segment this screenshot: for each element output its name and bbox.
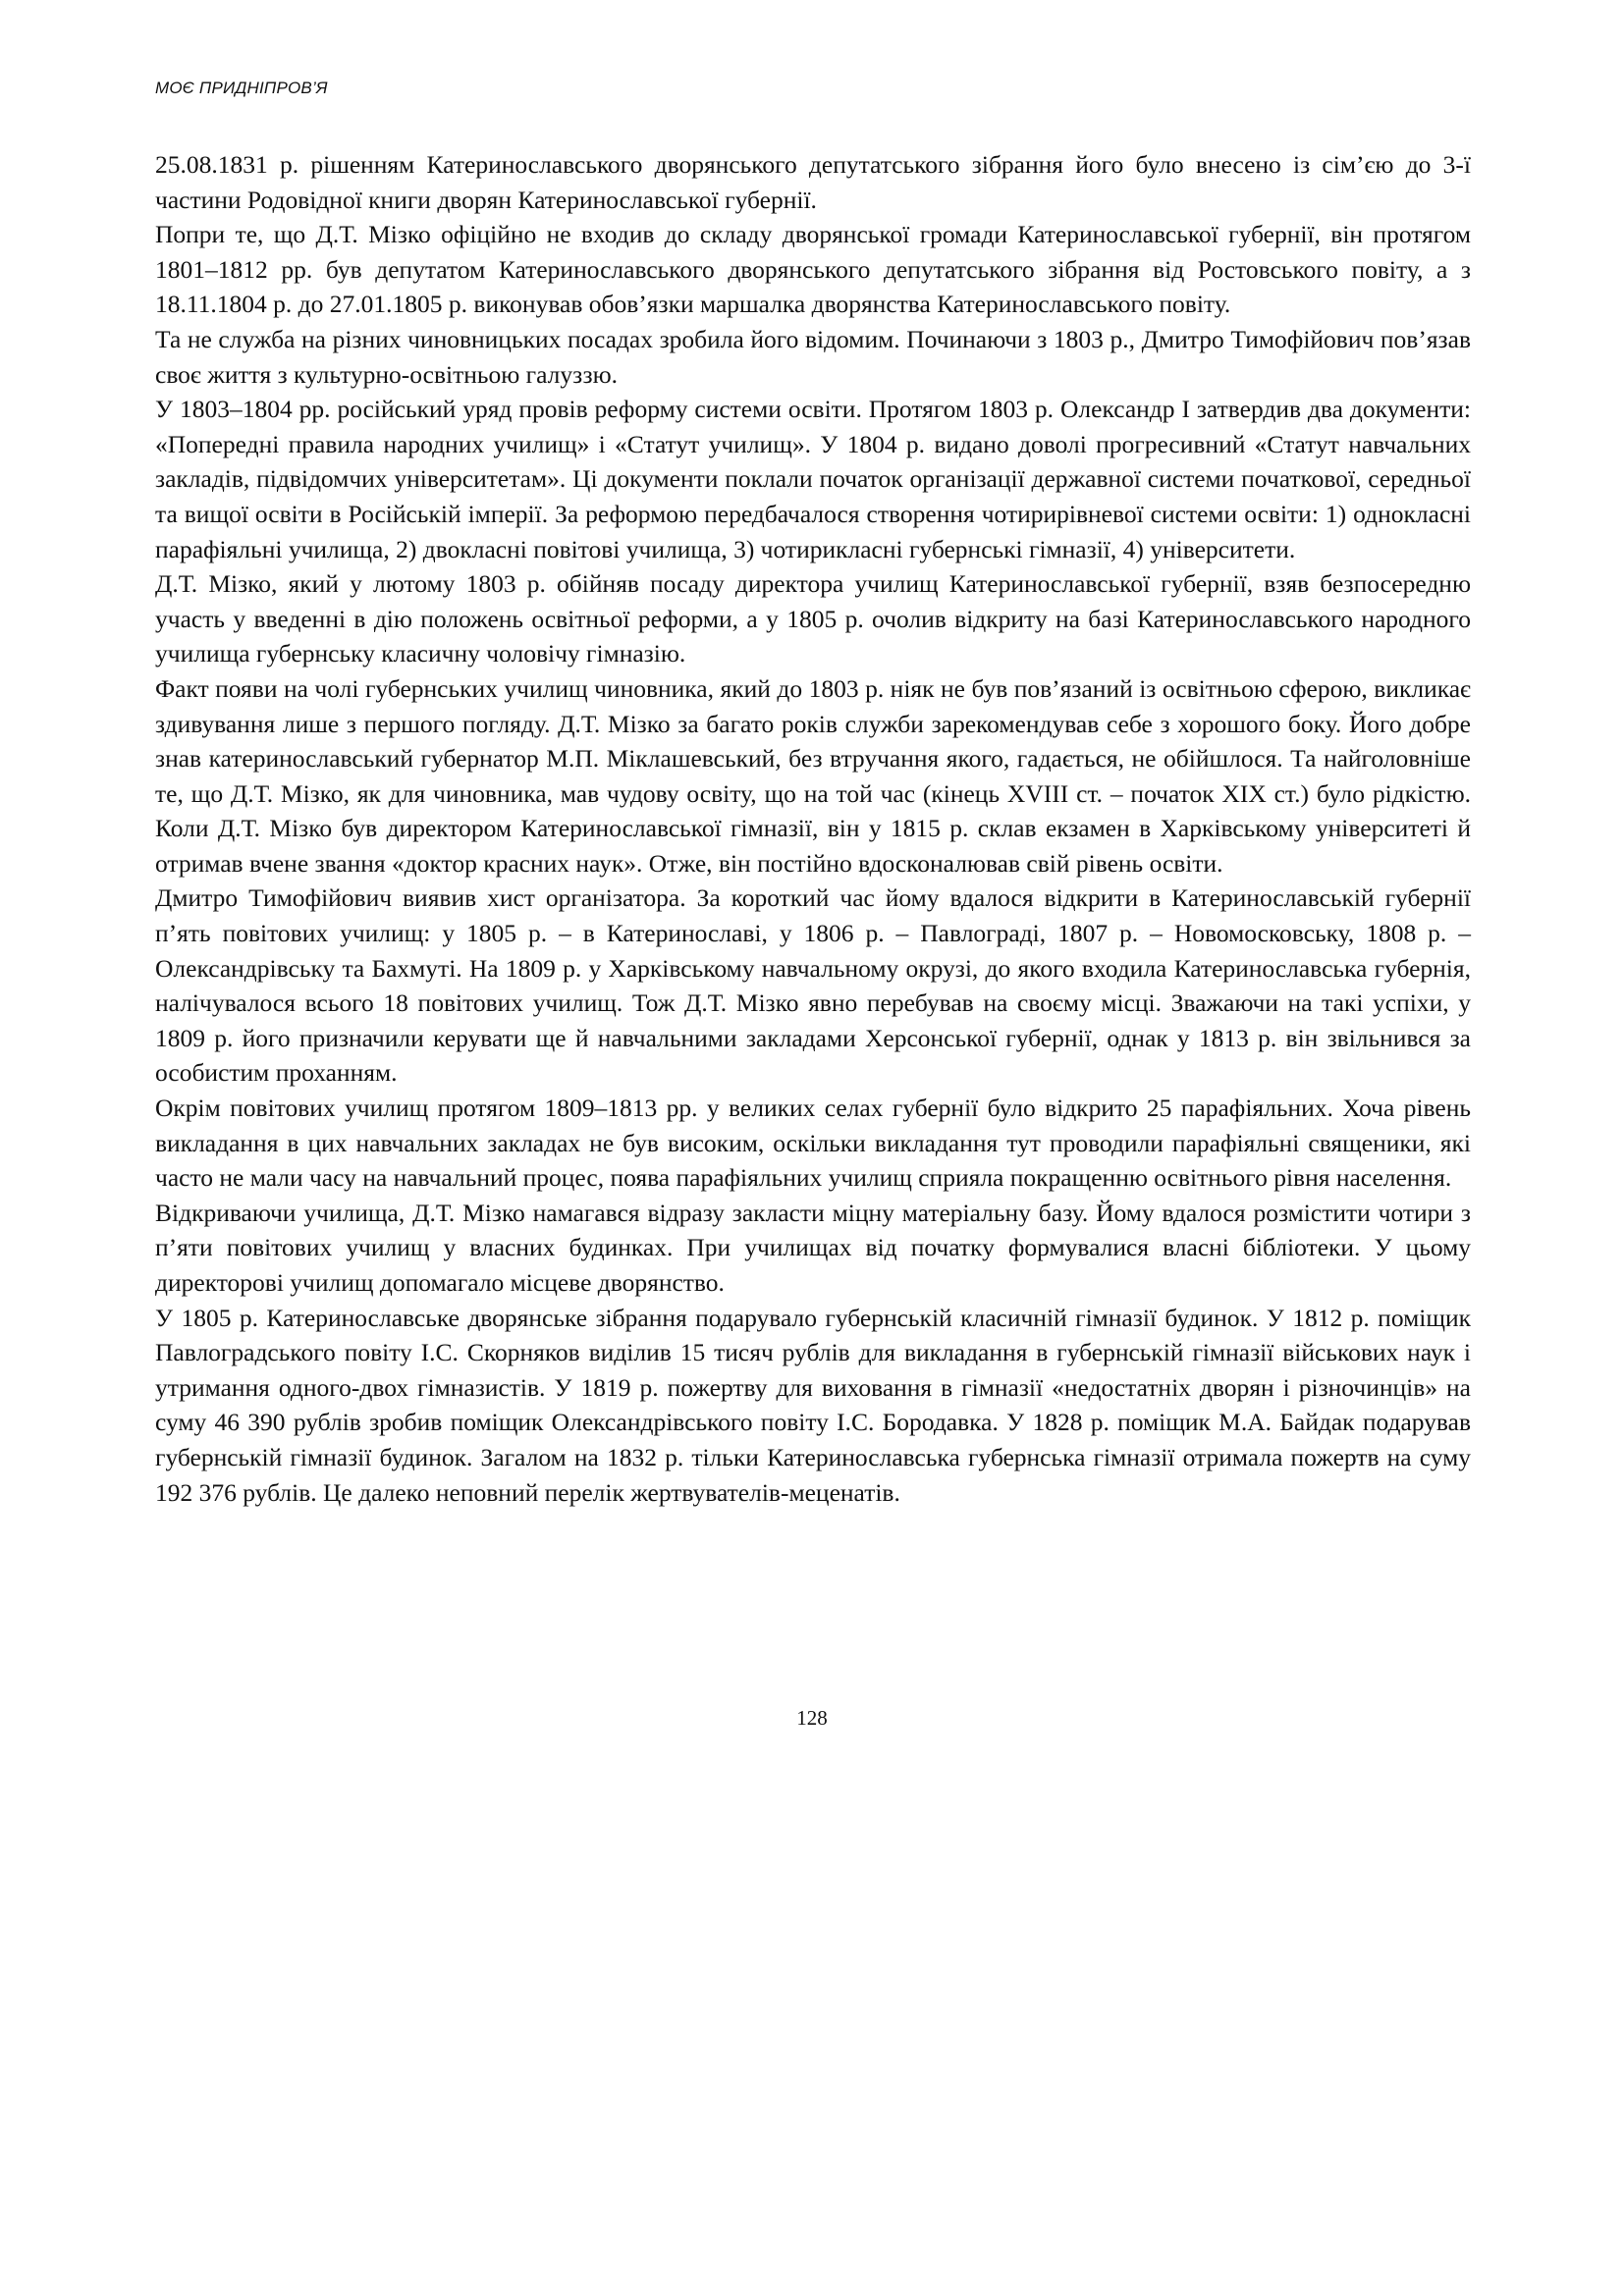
running-header: МОЄ ПРИДНІПРОВ’Я — [155, 79, 328, 97]
page-number: 128 — [796, 1706, 828, 1730]
paragraph: У 1803–1804 рр. російський уряд провів реформу системи освіти. Протягом 1803 р. Олександр I затвердив два документи: «Попередні правила народних училищ» і «Статут училищ». У 1804 р. видано доволі прогресивний «Статут навчальних закладів, підвідомчих університетам». Ці документи поклали початок організації державної системи початкової, середньої та вищої освіти в Російській імперії. За реформою передбачалося створення чотирирівневої системи освіти: 1) однокласні парафіяльні училища, 2) двокласні повітові училища, 3) чотирикласні губернські гімназії, 4) університети. — [155, 395, 1471, 563]
paragraph: Факт появи на чолі губернських училищ чиновника, який до 1803 р. ніяк не був пов’язаний із освітньою сферою, викликає здивування лише з першого погляду. Д.Т. Мізко за багато років служби зарекомендував себе з хорошого боку. Його добре знав катеринославський губернатор М.П. Міклашевський, без втручання якого, гадається, не обійшлося. Та найголовніше те, що Д.Т. Мізко, як для чиновника, мав чудову освіту, що на той час (кінець XVIII ст. – початок XIX ст.) було рідкістю. Коли Д.Т. Мізко був директором Катеринославської гімназії, він у 1815 р. склав екзамен в Харківському університеті й отримав вчене звання «доктор красних наук». Отже, він постійно вдосконалював свій рівень освіти. — [155, 673, 1471, 878]
paragraph: Д.Т. Мізко, який у лютому 1803 р. обійняв посаду директора училищ Катеринославської губернії, взяв безпосередню участь у введенні в дію положень освітньої реформи, а у 1805 р. очолив відкриту на базі Катеринославського народного училища губернську класичну чоловічу гімназію. — [155, 569, 1471, 668]
paragraph: 25.08.1831 р. рішенням Катеринославського дворянського депутатського зібрання його було внесено із сім’єю до 3-ї частини Родовідної книги дворян Катеринославської губернії. — [155, 150, 1471, 214]
paragraph: Окрім повітових училищ протягом 1809–1813 рр. у великих селах губернії було відкрито 25 парафіяльних. Хоча рівень викладання в цих навчальних закладах не був високим, оскільки викладання тут проводили парафіяльні священики, які часто не мали часу на навчальний процес, поява парафіяльних училищ сприяла покращенню освітнього рівня населення. — [155, 1094, 1471, 1193]
paragraph: У 1805 р. Катеринославське дворянське зібрання подарувало губернській класичній гімназії будинок. У 1812 р. поміщик Павлоградського повіту І.С. Скорняков виділив 15 тисяч рублів для викладання в губернській гімназії військових наук і утримання одного-двох гімназистів. У 1819 р. пожертву для виховання в гімназії «недостатніх дворян і різночинців» на суму 46 390 рублів зробив поміщик Олександрівського повіту І.С. Бородавка. У 1828 р. поміщик М.А. Байдак подарував губернській гімназії будинок. Загалом на 1832 р. тільки Катеринославська губернська гімназії отримала пожертв на суму 192 376 рублів. Це далеко неповний перелік жертвувателів-меценатів. — [155, 1303, 1471, 1507]
paragraph: Відкриваючи училища, Д.Т. Мізко намагався відразу закласти міцну матеріальну базу. Йому вдалося розмістити чотири з п’яти повітових училищ у власних будинках. При училищах від початку формувалися власні бібліотеки. У цьому директорові училищ допомагало місцеве дворянство. — [155, 1198, 1471, 1297]
paragraph: Та не служба на різних чиновницьких посадах зробила його відомим. Починаючи з 1803 р., Дмитро Тимофійович пов’язав своє життя з культурно-освітньою галуззю. — [155, 324, 1471, 389]
paragraph: Дмитро Тимофійович виявив хист організатора. За короткий час йому вдалося відкрити в Катеринославській губернії п’ять повітових училищ: у 1805 р. – в Катеринославі, у 1806 р. – Павлограді, 1807 р. – Новомосковську, 1808 р. – Олександрівську та Бахмуті. На 1809 р. у Харківському навчальному окрузі, до якого входила Катеринославська губернія, налічувалося всього 18 повітових училищ. Тож Д.Т. Мізко явно перебував на своєму місці. Зважаючи на такі успіхи, у 1809 р. його призначили керувати ще й навчальними закладами Херсонської губернії, однак у 1813 р. він звільнився за особистим проханням. — [155, 883, 1471, 1088]
article-body — [155, 147, 1471, 1510]
paragraph: Попри те, що Д.Т. Мізко офіційно не входив до складу дворянської громади Катеринославської губернії, він протягом 1801–1812 рр. був депутатом Катеринославського дворянського депутатського зібрання від Ростовського повіту, а з 18.11.1804 р. до 27.01.1805 р. виконував обов’язки маршалка дворянства Катеринославського повіту. — [155, 220, 1471, 319]
